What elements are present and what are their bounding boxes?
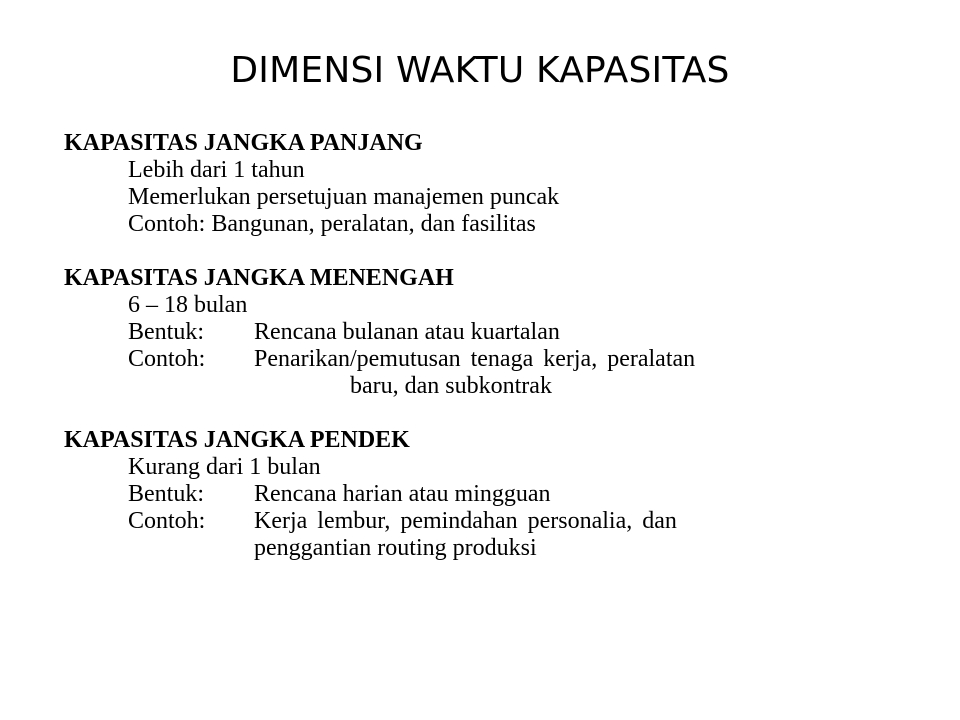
example-line-2: penggantian routing produksi [254, 535, 537, 561]
slide-title: DIMENSI WAKTU KAPASITAS [230, 50, 730, 91]
example-value [254, 346, 854, 400]
requirement-text: Memerlukan persetujuan manajemen puncak [128, 184, 560, 210]
duration-text: Lebih dari 1 tahun [128, 157, 305, 183]
example-label: Contoh: [128, 346, 206, 372]
example-line-1: Kerja lembur, pemindahan personalia, dan [254, 508, 677, 534]
example-line-1: Penarikan/pemutusan tenaga kerja, peralatan [254, 346, 696, 372]
duration-text: 6 – 18 bulan [128, 292, 248, 318]
form-label: Bentuk: [128, 319, 204, 345]
example-line-2: baru, dan subkontrak [350, 373, 552, 399]
section-medium-term [64, 265, 924, 400]
form-row [64, 319, 924, 346]
section-long-term [64, 130, 924, 238]
form-label: Bentuk: [128, 481, 204, 507]
example-row [64, 508, 924, 562]
form-row [64, 481, 924, 508]
form-value: Rencana harian atau mingguan [254, 481, 551, 507]
section-heading: KAPASITAS JANGKA PENDEK [64, 427, 410, 453]
slide-content [64, 130, 924, 589]
example-value [254, 508, 854, 562]
form-value: Rencana bulanan atau kuartalan [254, 319, 560, 345]
duration-text: Kurang dari 1 bulan [128, 454, 321, 480]
example-text: Contoh: Bangunan, peralatan, dan fasilitas [128, 211, 536, 237]
section-heading: KAPASITAS JANGKA MENENGAH [64, 265, 454, 291]
example-label: Contoh: [128, 508, 206, 534]
section-short-term [64, 427, 924, 562]
example-row [64, 346, 924, 400]
section-heading: KAPASITAS JANGKA PANJANG [64, 130, 423, 156]
